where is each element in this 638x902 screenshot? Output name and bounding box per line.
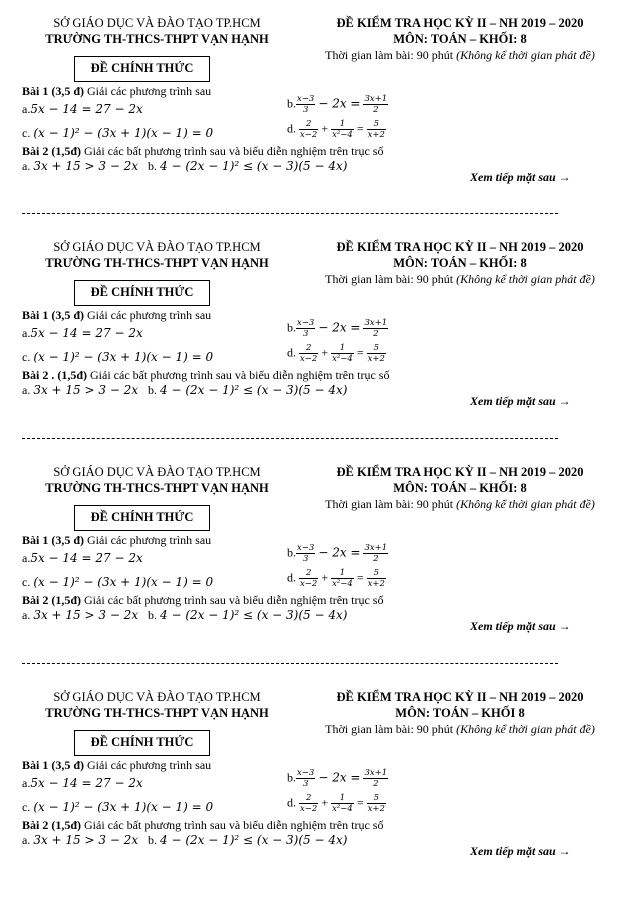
official-stamp: ĐỀ CHÍNH THỨC xyxy=(74,730,210,756)
bai1-d: d. $\frac{2}{x-2}$ + $\frac{1}{\text{x²−4}}$ = $\frac{5}{x+2}$ xyxy=(287,568,385,589)
time-line: Thời gian làm bài: 90 phút (Không kể thời gian phát đề) xyxy=(325,497,595,511)
next-page-note: Xem tiếp mặt sau → xyxy=(470,170,571,184)
school-name: TRƯỜNG TH-THCS-THPT VẠN HẠNH xyxy=(45,32,269,46)
official-stamp: ĐỀ CHÍNH THỨC xyxy=(74,56,210,82)
official-stamp: ĐỀ CHÍNH THỨC xyxy=(74,505,210,531)
school-name: TRƯỜNG TH-THCS-THPT VẠN HẠNH xyxy=(45,256,269,270)
time-line: Thời gian làm bài: 90 phút (Không kể thời gian phát đề) xyxy=(325,722,595,736)
school-name: TRƯỜNG TH-THCS-THPT VẠN HẠNH xyxy=(45,706,269,720)
bai1-b: b. $\frac{x-3}{3}$ − 2x = $\frac{3x+1}{2}$ xyxy=(287,318,388,339)
exam-title: ĐỀ KIỂM TRA HỌC KỲ II – NH 2019 – 2020 xyxy=(336,690,584,704)
exam-copy-2 xyxy=(0,240,638,440)
bai1-c: c. (x − 1)² − (3x + 1)(x − 1) = 0 xyxy=(22,350,214,364)
bai2-b: b. 4 − (2x − 1)² ≤ (x − 3)(5 − 4x) xyxy=(148,383,348,397)
bai1-a: a.5x − 14 = 27 − 2x xyxy=(22,326,143,340)
bai2-heading: Bài 2 . (1,5đ) Giải các bất phương trình sau và biểu diễn nghiệm trên trục số xyxy=(22,368,390,382)
exam-title: ĐỀ KIỂM TRA HỌC KỲ II – NH 2019 – 2020 xyxy=(336,465,584,479)
bai2-heading: Bài 2 (1,5đ) Giải các bất phương trình sau và biểu diễn nghiệm trên trục số xyxy=(22,144,384,158)
school-name: TRƯỜNG TH-THCS-THPT VẠN HẠNH xyxy=(45,481,269,495)
department-name: SỞ GIÁO DỤC VÀ ĐÀO TẠO TP.HCM xyxy=(53,240,261,254)
next-page-note: Xem tiếp mặt sau → xyxy=(470,394,571,408)
arrow-right-icon: → xyxy=(558,394,571,408)
bai1-d: d. $\frac{2}{x-2}$ + $\frac{1}{\text{x²−4}}$ = $\frac{5}{x+2}$ xyxy=(287,119,385,140)
exam-title: ĐỀ KIỂM TRA HỌC KỲ II – NH 2019 – 2020 xyxy=(336,240,584,254)
bai1-heading: Bài 1 (3,5 đ) Giải các phương trình sau xyxy=(22,308,212,322)
time-line: Thời gian làm bài: 90 phút (Không kể thời gian phát đề) xyxy=(325,48,595,62)
arrow-right-icon: → xyxy=(558,619,571,633)
bai1-c: c. (x − 1)² − (3x + 1)(x − 1) = 0 xyxy=(22,800,214,814)
arrow-right-icon: → xyxy=(558,844,571,858)
exam-title: ĐỀ KIỂM TRA HỌC KỲ II – NH 2019 – 2020 xyxy=(336,16,584,30)
bai1-heading: Bài 1 (3,5 đ) Giải các phương trình sau xyxy=(22,533,212,547)
department-name: SỞ GIÁO DỤC VÀ ĐÀO TẠO TP.HCM xyxy=(53,16,261,30)
subject-line: MÔN: TOÁN – KHỐI: 8 xyxy=(393,32,527,46)
bai1-d: d. $\frac{2}{x-2}$ + $\frac{1}{\text{x²−4}}$ = $\frac{5}{x+2}$ xyxy=(287,793,385,814)
bai2-b: b. 4 − (2x − 1)² ≤ (x − 3)(5 − 4x) xyxy=(148,159,348,173)
bai1-c: c. (x − 1)² − (3x + 1)(x − 1) = 0 xyxy=(22,575,214,589)
bai2-b: b. 4 − (2x − 1)² ≤ (x − 3)(5 − 4x) xyxy=(148,833,348,847)
bai1-b: b. $\frac{x-3}{3}$ − 2x = $\frac{3x+1}{2}$ xyxy=(287,543,388,564)
bai1-a: a.5x − 14 = 27 − 2x xyxy=(22,102,143,116)
official-stamp: ĐỀ CHÍNH THỨC xyxy=(74,280,210,306)
bai1-b: b. $\frac{x-3}{3}$ − 2x = $\frac{3x+1}{2}$ xyxy=(287,768,388,789)
arrow-right-icon: → xyxy=(558,170,571,184)
department-name: SỞ GIÁO DỤC VÀ ĐÀO TẠO TP.HCM xyxy=(53,690,261,704)
cut-line xyxy=(22,213,558,214)
bai2-a: a. 3x + 15 > 3 − 2x xyxy=(22,833,139,847)
bai2-a: a. 3x + 15 > 3 − 2x xyxy=(22,159,139,173)
bai1-a: a.5x − 14 = 27 − 2x xyxy=(22,776,143,790)
bai1-c: c. (x − 1)² − (3x + 1)(x − 1) = 0 xyxy=(22,126,214,140)
bai2-heading: Bài 2 (1,5đ) Giải các bất phương trình sau và biểu diễn nghiệm trên trục số xyxy=(22,593,384,607)
time-line: Thời gian làm bài: 90 phút (Không kể thời gian phát đề) xyxy=(325,272,595,286)
bai2-b: b. 4 − (2x − 1)² ≤ (x − 3)(5 − 4x) xyxy=(148,608,348,622)
department-name: SỞ GIÁO DỤC VÀ ĐÀO TẠO TP.HCM xyxy=(53,465,261,479)
bai1-d: d. $\frac{2}{x-2}$ + $\frac{1}{\text{x²−4}}$ = $\frac{5}{x+2}$ xyxy=(287,343,385,364)
bai1-heading: Bài 1 (3,5 đ) Giải các phương trình sau xyxy=(22,84,212,98)
exam-copy-3 xyxy=(0,465,638,665)
subject-line: MÔN: TOÁN – KHỐI: 8 xyxy=(393,256,527,270)
next-page-note: Xem tiếp mặt sau → xyxy=(470,844,571,858)
cut-line xyxy=(22,663,558,664)
exam-copy-4 xyxy=(0,690,638,890)
bai1-heading: Bài 1 (3,5 đ) Giải các phương trình sau xyxy=(22,758,212,772)
exam-copy-1 xyxy=(0,16,638,216)
bai2-heading: Bài 2 (1,5đ) Giải các bất phương trình sau và biểu diễn nghiệm trên trục số xyxy=(22,818,384,832)
next-page-note: Xem tiếp mặt sau → xyxy=(470,619,571,633)
bai1-a: a.5x − 14 = 27 − 2x xyxy=(22,551,143,565)
subject-line: MÔN: TOÁN – KHỐI 8 xyxy=(395,706,525,720)
bai1-b: b. $\frac{x-3}{3}$ − 2x = $\frac{3x+1}{2}$ xyxy=(287,94,388,115)
bai2-a: a. 3x + 15 > 3 − 2x xyxy=(22,383,139,397)
cut-line xyxy=(22,438,558,439)
bai2-a: a. 3x + 15 > 3 − 2x xyxy=(22,608,139,622)
subject-line: MÔN: TOÁN – KHỐI: 8 xyxy=(393,481,527,495)
